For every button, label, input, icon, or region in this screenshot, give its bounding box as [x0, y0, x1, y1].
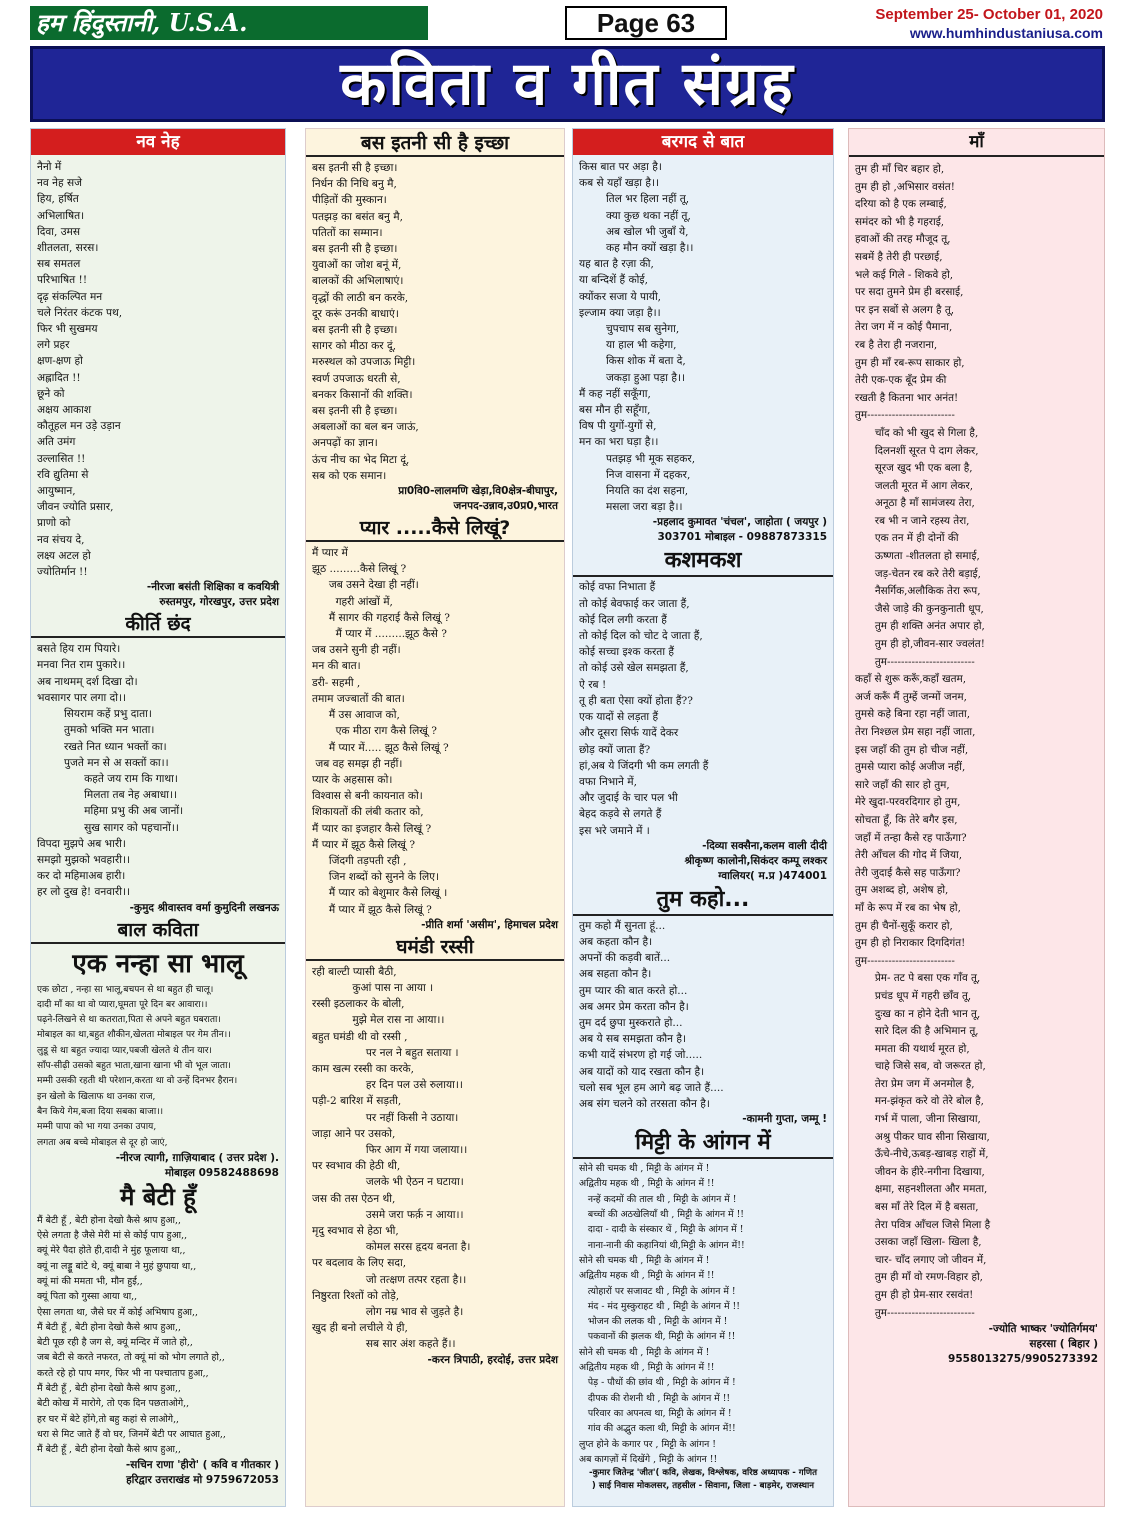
poem-section-bal: बाल कविता: [31, 918, 285, 944]
poem-credit-bargad: -प्रहलाद कुमावत 'चंचल', जाहोता ( जयपुर ) 303701 मोबाइल - 09887873315: [652, 516, 827, 544]
poem-body-maa: तुम ही माँ चिर बहार हो, तुम ही हो ,अभिसार वसंत! दरिया को है एक लम्बाई, समंदर को भी है गहराई, हवाओं की तरह मौजूद तू, सबमें है तेरी ही परछाई, भले कई गिले - शिकवे हो, पर सदा तुमने प्रेम ही बरसाई, पर इन सबों से अलग है तू, तेरा जग में न कोई पैमाना, रब है तेरा ही नजराना, तुम ही माँ रब-रूप साकार हो, तेरी एक-एक बूँद प्रेम की रखती है कितना भार अनंत! तुम------------------------- चाँद को भी खुद से गिला है, दिलनशीं सूरत पे दाग लेकर, सूरज खुद भी एक बला है, जलती मूरत में आग लेकर, अनूठा है माँ सामंजस्य तेरा, रब भी न जाने रहस्य तेरा, एक तन में ही दोनों की ऊष्णता -शीतलता हो समाई, जड़-चेतन रब करे तेरी बड़ाई, नैसर्गिक,अलौकिक तेरा रूप, जैसे जाड़े की कुनकुनाती धूप, तुम ही शक्ति अनंत अपार हो, तुम ही हो,जीवन-सार ज्वलंत! तुम------------------------- कहाँ से शुरू करूँ,कहाँ खतम, अर्ज करूँ मैं तुम्हें जन्मों जनम, तुमसे कहे बिना रहा नहीं जाता, तेरा निश्छल प्रेम सहा नहीं जाता, इस जहाँ की तुम हो चीज नहीं, तुमसे प्यारा कोई अजीज नहीं, सारे जहाँ की सार हो तुम, मेरे खुदा-परवरदिगार हो तुम, सोचता हूँ, कि तेरे बगैर इस, जहाँ में तन्हा कैसे रह पाऊँगा? तेरी आँचल की गोद में जिया, तेरी जुदाई कैसे सह पाऊँगा? तुम अशब्द हो, अशेष हो, माँ के रूप में रब का भेष हो, तुम ही चैनों-सुकूँ करार हो, तुम ही हो निराकार दिगदिगंत! तुम------------------------- प्रेम- तट पे बसा एक गाँव तू, प्रचंड धूप में गहरी छाँव तू, दुःख का न होने देती भान तू, सारे दिल की है अभिमान तू, ममता की यथार्थ मूरत हो, चाहे जिसे सब, वो जरूरत हो, तेरा प्रेम जग में अनमोल है, मन-झंकृत करे वो तेरे बोल है, गर्भ में पाला, जीना सिखाया, अश्रु पीकर घाव सीना सिखाया, ऊँचे-नीचे,ऊबड़-खाबड़ राहों में, जीवन के हीरे-नगीना दिखाया, क्षमा, सहनशीलता और ममता, बस माँ तेरे दिल में है बसता, तेरा पवित्र आँचल जिसे मिला है उसका जहाँ खिला- खिला है, चार- चाँद लगाए जो जीवन में, तुम ही माँ वो रमण-विहार हो, तुम ही हो प्रेम-सार रसवंत! तुम-------------------------: [855, 163, 991, 1319]
poem-title-rassi: घमंडी रस्सी: [306, 935, 564, 961]
poem-title-pyar: प्यार .....कैसे लिखूं?: [306, 516, 564, 542]
poem-body-pyar: मैं प्यार में झूठ .........कैसे लिखूं ? जब उसने देखा ही नहीं। गहरी आंखों में, मैं सागर की गहराई कैसे लिखूं ? मैं प्यार में .........झूठ कैसे ? जब उसने सुनी ही नहीं। मन की बात। डरी- सहमी , तमाम जज्बातों की बात। मैं उस आवाज को, एक मीठा राग कैसे लिखूं ? मैं प्यार में..... झूठ कैसे लिखूं ? जब वह समझ ही नहीं। प्यार के अहसास को। विश्वास से बनी कायनात को। शिकायतों की लंबी कतार को, मैं प्यार का इजहार कैसे लिखूं ? मैं प्यार में झूठ कैसे लिखूं ? जिंदगी तड़पती रही , जिन शब्दों को सुनने के लिए। मैं प्यार को बेशुमार कैसे लिखूं । मैं प्यार में झूठ कैसे लिखूं ?: [312, 547, 450, 916]
poem-title-kirti: कीर्ति छंद: [31, 612, 285, 638]
poem-credit-kashmakash: -दिव्या सक्सैना,कलम वाली दीदी श्रीकृष्ण कालोनी,सिकंदर कम्पू लश्कर ग्वालियर( म.प्र )474001: [684, 839, 827, 882]
poem-title-beti: मै बेटी हूँ: [120, 1182, 196, 1211]
poem-title-tum-kaho: तुम कहो...: [573, 886, 833, 916]
poem-credit-beti: -सचिन राणा 'हीरो' ( कवि व गीतकार ) हरिद्वार उत्तराखंड मो 9759672053: [125, 1458, 279, 1486]
poem-title-kashmakash: कशमकश: [573, 547, 833, 577]
poem-body-bas: बस इतनी सी है इच्छा। निर्धन की निधि बनु मै, पीड़ितों की मुस्कान। पतझड़ का बसंत बनु मै, पतितों का सम्मान। बस इतनी सी है इच्छा। युवाओं का जोश बनूं में, बालकों की अभिलाषाएं। वृद्धों की लाठी बन करके, दूर करूं उनकी बाधाएं। बस इतनी सी है इच्छा। सागर को मीठा कर दूं, मरुस्थल को उपजाऊ मिट्टी। स्वर्ण उपजाऊ धरती से, बनकर किसानों की शक्ति। बस इतनी सी है इच्छा। अबलाओं का बल बन जाऊं, अनपढ़ों का ज्ञान। ऊंच नीच का भेद मिटा दूं, सब को एक समान।: [312, 162, 419, 482]
page-number: Page 63: [565, 6, 727, 40]
poem-title-nav-neh: नव नेह: [31, 129, 285, 155]
poem-title-maa: माँ: [849, 129, 1104, 157]
poem-title-bas: बस इतनी सी है इच्छा: [306, 131, 564, 157]
website-link[interactable]: www.humhindustaniusa.com: [909, 25, 1103, 41]
column-3: [572, 128, 834, 1507]
poem-credit-tum-kaho: -कामनी गुप्ता, जम्मू !: [742, 1113, 827, 1126]
poem-body-bargad: किस बात पर अड़ा है। कब से यहाँ खड़ा है।। तिल भर हिला नहीं तू, क्या कुछ थका नहीं तू, अब खोल भी जुबाँ ये, कह मौन क्यों खड़ा है।। यह बात है रज़ा की, या बन्दिशें हैं कोई, क्योंकर सजा ये पायी, इल्जाम क्या जड़ा है।। चुपचाप सब सुनेगा, या हाल भी कहेगा, किस शोक में बता दे, जकड़ा हुआ पड़ा है।। मैं कह नहीं सकूँगा, बस मौन ही सहूँगा, विष पी युगों-युगों से, मन का भरा घड़ा है।। पतझड़ भी मूक सहकर, निज वासना में दहकर, नियति का दंश सहना, मसला जरा बड़ा है।।: [579, 161, 696, 514]
section-banner: [30, 46, 1105, 122]
poem-body-kashmakash: कोई वफा निभाता हैं तो कोई बेवफाई कर जाता हैं, कोई दिल लगी करता हैं तो कोई दिल को चोट दे जाता हैं, कोई सच्चा इश्क करता हैं तो कोई उसे खेल समझता हैं, ऐ रब ! तू ही बता ऐसा क्यों होता हैं?? एक यादों से लड़ता हैं और दूसरा सिर्फ यादें देकर छोड़ क्यों जाता हैं? हां,अब ये जिंदगी भी कम लगती हैं वफा निभाने में, और जुदाई के चार पल भी बेहद कड़वे से लगते हैं इस भरे जमाने में ।: [579, 581, 709, 837]
poem-credit-bhalu: -नीरज त्यागी, ग़ाज़ियाबाद ( उत्तर प्रदेश ). मोबाइल 09582488698: [115, 1151, 279, 1179]
poem-body-beti: मैं बेटी हूँ , बेटी होना देखो कैसे श्राप हुआ,, ऐसे लगता है जैसे मेरी मां से कोई पाप हुआ,, क्यूं मेरे पैदा होते ही,दादी ने मुंह फूलाया था,, क्यूं ना लड्डू बांटे थे, क्यूं बाबा ने मुहं छुपाया था,, क्यूं मां की ममता भी, मौन हुई,, क्यूं पिता को गुस्सा आया था,, ऐसा लगता था, जैसे घर में कोई अभिषाप हुआ,, मैं बेटी हूँ , बेटी होना देखो कैसे श्राप हुआ,, बेटी पूछ रही है जग से, क्यूं मन्दिर में जाते हो,, जब बेटी से करते नफरत, तो क्यूं मां को भोग लगाते हो,, करते रहे हो पाप मगर, फिर भी ना पश्चाताप हुआ,, मैं बेटी हूँ , बेटी होना देखो कैसे श्राप हुआ,, बेटी कोख में मारोगे, तो एक दिन पछताओगे,, हर घर में बेटे होंगे,तो बहु कहां से लाओगे,, धरा से मिट जाते हैं वो घर, जिनमें बेटी पर आघात हुआ,, मैं बेटी हूँ , बेटी होना देखो कैसे श्राप हुआ,,: [37, 1214, 226, 1456]
poem-body-kirti: बसते हिय राम पियारे। मनवा नित राम पुकारे।। अब नाथमम् दर्श दिखा दो। भवसागर पार लगा दो।। सियराम कहें प्रभु दाता। तुमको भक्ति मन भाता। रखते नित ध्यान भक्तों का। पुजते मन से अ सक्तों का।। कहते जय राम कि गाथा। मिलता तब नेह अबाधा।। महिमा प्रभु की अब जानों। सुख सागर को पहचानों।। विपदा मुझपे अब भारी। समझो मुझको भवहारी।। कर दो महिमाअब हारी। हर लो दुख हे! वनवारी।।: [37, 643, 184, 899]
poem-credit-rassi: -करन त्रिपाठी, हरदोई, उत्तर प्रदेश: [427, 1353, 558, 1366]
poem-credit-maa: -ज्योति भाष्कर 'ज्योतिर्गमय' सहरसा ( बिहार ) 9558013275/9905273392: [948, 1323, 1098, 1366]
poem-body-mitti: सोने सी चमक थी , मिट्टी के आंगन में ! अद्वितीय महक थी , मिट्टी के आंगन में !! नन्हें कदमों की ताल थी , मिट्टी के आंगन में ! बच्चों की अठखेलियाँ थी , मिट्टी के आंगन में !! दादा - दादी के संस्कार थें , मिट्टी के आंगन में ! नाना-नानी की कहानियां थी,मिट्टी के आंगन में!! सोने सी चमक थी , मिट्टी के आंगन में ! अद्वितीय महक थी , मिट्टी के आंगन में !! त्योहारों पर सजावट थी , मिट्टी के आंगन में ! मंद - मंद मुस्कुराहट थी , मिट्टी के आंगन में !! भोजन की ललक थी , मिट्टी के आंगन में ! पकवानों की झलक थी, मिट्टी के आंगन में !! सोने सी चमक थी , मिट्टी के आंगन में ! अद्वितीय महक थी , मिट्टी के आंगन में !! पेड़ - पौधों की छांव थी , मिट्टी के आंगन में ! दीपक की रोशनी थी , मिट्टी के आंगन में !! परिवार का अपनत्व था, मिट्टी के आंगन में ! गांव की अद्भुत कला थी, मिट्टी के आंगन में!! लुप्त होने के कगार पर , मिट्टी के आंगन ! अब कागज़ों में दिखेंगे , मिट्टी के आंगन !!: [579, 1163, 745, 1465]
issue-date: September 25- October 01, 2020: [875, 6, 1103, 23]
poem-credit-mitti: -कुमार जितेन्द्र 'जीत'( कवि, लेखक, विश्लेषक, वरिष्ठ अध्यापक - गणित ) साई निवास मोकलसर, तहसील - सिवाना, जिला - बाड़मेर, राजस्थान: [589, 1468, 817, 1492]
poem-body-rassi: रही बाल्टी प्यासी बैठी, कुआं पास ना आया । रस्सी इठलाकर के बोली, मुझे मेल रास ना आया।। बहुत घमंडी थी वो रस्सी , पर नल ने बहुत सताया । काम खत्म रस्सी का करके, हर दिन पल उसे रुलाया।। पड़ी-2 बारिश में सड़ती, पर नहीं किसी ने उठाया। जाड़ा आने पर उसको, फिर आग में गया जलाया।। पर स्वभाव की हेठी थी, जलके भी ऐठन न घटाया। जस की तस ऐठन थी, उसमे जरा फर्क़ न आया।। मृदु स्वभाव से हेठा भी, कोमल सरस हृदय बनता है। पर बदलाव के लिए सदा, जो तत्क्षण तत्पर रहता है।। निष्ठुरता रिश्तों को तोड़े, लोग नम्र भाव से जुड़ते है। खुद ही बनो लचीले ये ही, सब सार अंश कहते हैं।।: [312, 965, 471, 1351]
poem-body-bhalu: एक छोटा , नन्हा सा भालू,बचपन से था बहुत ही चालू। दादी माँ का था वो प्यारा,घूमता पूरे दिन बर आवारा।। पढ़ने-लिखने से था कतराता,पिता से अपने बहुत घबराता। मोबाइल का था,बहुत शौकीन,खेलता मोबाइल पर गेम तीन।। लुडू से था बहुत ज्यादा प्यार,पबजी खेलते थे तीन यार। साँप-सीढ़ी उसको बहुत भाता,खाना खाना भी वो भूल जाता। मम्मी उसकी रहती थी परेशान,करता था वो उन्हें दिनभर हैरान। इन खेलो के खिलाफ था उनका राज, बैन किये गेम,बजा दिया सबका बाजा।। मम्मी पापा को भा गया उनका उपाय, लगता अब बच्चे मोबाइल से दूर हो जाएं,: [37, 984, 238, 1148]
section-banner-title: कविता व गीत संग्रह: [340, 49, 795, 119]
issue-date-block: [875, 6, 1103, 42]
poem-title-bargad: बरगद से बात: [573, 129, 833, 155]
poem-credit-nav-neh: -नीरजा बसंती शिक्षिका व कवयित्री रुस्तमपुर, गोरखपुर, उत्तर प्रदेश: [146, 581, 279, 609]
poem-body-nav-neh: नैनो में नव नेह सजे हिय, हर्षित अभिलाषित। दिवा, उमस शीतलता, सरस। सब समतल परिभाषित !! दृढ़ संकल्पित मन चले निरंतर कंटक पथ, फिर भी सुखमय लगे प्रहर क्षण-क्षण हो अह्लादित !! छूने को अक्षय आकाश कौतूहल मन उड़े उड़ान अति उमंग उल्लासित !! रवि द्युतिमा से आयुष्मान, जीवन ज्योति प्रसार, प्राणो को नव संचय दे, लक्ष्य अटल हो ज्योतिर्मान !!: [37, 161, 123, 579]
column-2: [305, 128, 565, 1507]
newspaper-title: हम हिंदुस्तानी, U.S.A.: [30, 6, 428, 40]
column-4: [848, 128, 1105, 1507]
poem-credit-kirti: -कुमुद श्रीवास्तव वर्मा कुमुदिनी लखनऊ: [129, 901, 279, 914]
poem-credit-pyar: -प्रीति शर्मा 'असीम', हिमाचल प्रदेश: [421, 918, 558, 931]
masthead: [30, 4, 1105, 44]
poem-credit-bas: प्रा0वि0-लालमणि खेड़ा,वि0क्षेत्र-बीघापुर, जनपद-उन्नाव,उ0प्र0,भारत: [398, 485, 558, 513]
column-1: [30, 128, 286, 1507]
poem-title-bhalu: एक नन्हा सा भालू: [72, 948, 244, 979]
poem-body-tum-kaho: तुम कहो मैं सुनता हूं... अब कहता कौन है। अपनों की कड़वी बातें... अब सहता कौन है। तुम प्यार की बात करते हो... अब अमर प्रेम करता कौन है। तुम दर्द छुपा मुस्कराते हो... अब ये सब समझता कौन है। कभी यादें संभरण हो गई जो..... अब यादों को याद रखता कौन है। चलो सब भूल हम आगे बढ़ जाते हैं.... अब संग चलने को तरसता कौन है।: [579, 919, 724, 1110]
poem-title-mitti: मिट्टी के आंगन में: [573, 1129, 833, 1159]
